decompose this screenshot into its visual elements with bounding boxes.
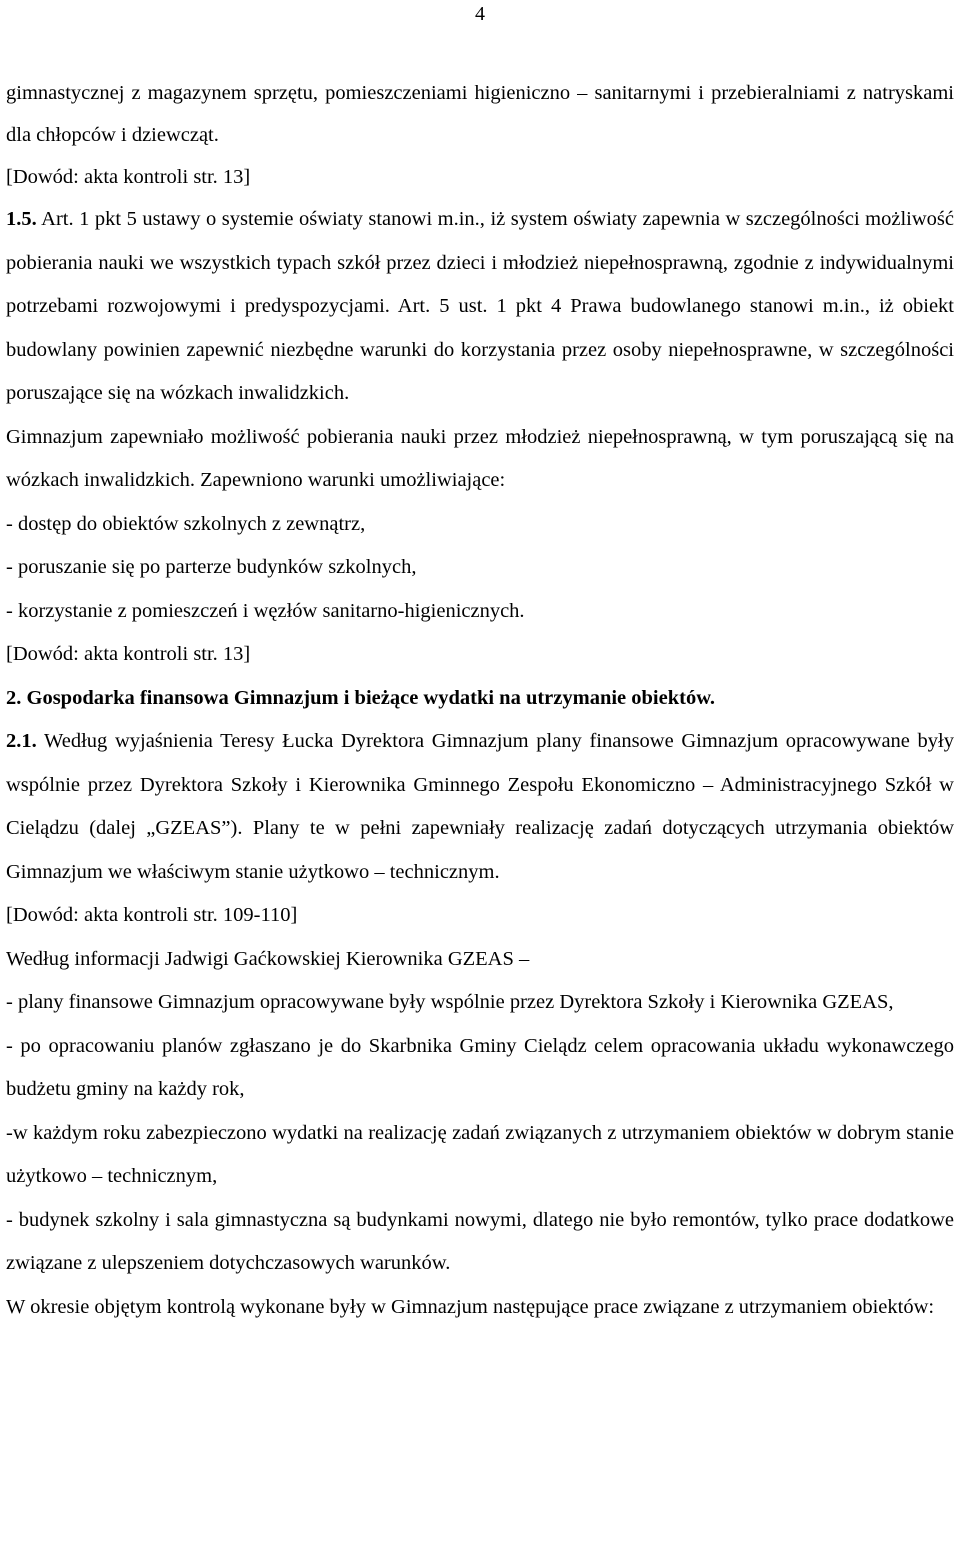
list-item: - korzystanie z pomieszczeń i węzłów sanitarno-higienicznych. <box>6 599 525 622</box>
document-body <box>6 72 954 1329</box>
section-heading: 2. Gospodarka finansowa Gimnazjum i bieżące wydatki na utrzymanie obiektów. <box>6 686 715 709</box>
paragraph-2-1 <box>6 720 954 894</box>
page-number: 4 <box>475 3 485 25</box>
evidence-reference: [Dowód: akta kontroli str. 13] <box>6 643 251 665</box>
list-item: -w każdym roku zabezpieczono wydatki na realizację zadań związanych z utrzymaniem obiektów w dobrym stanie użytkowo – technicznym, <box>6 1121 954 1187</box>
evidence-reference: [Dowód: akta kontroli str. 13] <box>6 166 251 188</box>
paragraph-final: W okresie objętym kontrolą wykonane były w Gimnazjum następujące prace związane z utrzymaniem obiektów: <box>6 1295 935 1318</box>
paragraph-gimnazjum: Gimnazjum zapewniało możliwość pobierania nauki przez młodzież niepełnosprawną, w tym poruszającą się na wózkach inwalidzkich. Zapewniono warunki umożliwiające: <box>6 425 954 491</box>
paragraph-number: 2.1. <box>6 730 37 752</box>
paragraph-gzeas-intro: Według informacji Jadwigi Gaćkowskiej Kierownika GZEAS – <box>6 947 530 970</box>
paragraph-text: Art. 1 pkt 5 ustawy o systemie oświaty stanowi m.in., iż system oświaty zapewnia w szczególności możliwość pobierania nauki we wszystkich typach szkół przez dzieci i młodzież niepełnosprawną, zgodnie z indywidualnymi potrzebami rozwojowymi i predyspozycjami. Art. 5 ust. 1 pkt 4 Prawa budowlanego stanowi m.in., iż obiekt budowlany powinien zapewnić niezbędne warunki do korzystania przez osoby niepełnosprawne, w szczególności poruszające się na wózkach inwalidzkich. <box>6 208 954 404</box>
paragraph-text: Według wyjaśnienia Teresy Łucka Dyrektora Gimnazjum plany finansowe Gimnazjum opracowywane były wspólnie przez Dyrektora Szkoły i Kierownika Gminnego Zespołu Ekonomiczno – Administracyjnego Szkół w Cielądzu (dalej „GZEAS”). Plany te w pełni zapewniały realizację zadań dotyczących utrzymania obiektów Gimnazjum we właściwym stanie użytkowo – technicznym. <box>6 730 954 883</box>
list-item: - po opracowaniu planów zgłaszano je do Skarbnika Gminy Cielądz celem opracowania układu wykonawczego budżetu gminy na każdy rok, <box>6 1034 954 1100</box>
list-item: - plany finansowe Gimnazjum opracowywane były wspólnie przez Dyrektora Szkoły i Kierownika GZEAS, <box>6 991 894 1013</box>
evidence-reference: [Dowód: akta kontroli str. 109-110] <box>6 904 298 926</box>
paragraph-1-5 <box>6 198 954 416</box>
list-item: - dostęp do obiektów szkolnych z zewnątrz, <box>6 512 366 535</box>
paragraph-number: 1.5. <box>6 208 37 230</box>
list-item: - poruszanie się po parterze budynków szkolnych, <box>6 556 417 578</box>
list-item: - budynek szkolny i sala gimnastyczna są budynkami nowymi, dlatego nie było remontów, tylko prace dodatkowe związane z ulepszeniem dotychczasowych warunków. <box>6 1208 954 1274</box>
paragraph-intro: gimnastycznej z magazynem sprzętu, pomieszczeniami higieniczno – sanitarnymi i przebieralniami z natryskami dla chłopców i dziewcząt. <box>6 82 954 146</box>
